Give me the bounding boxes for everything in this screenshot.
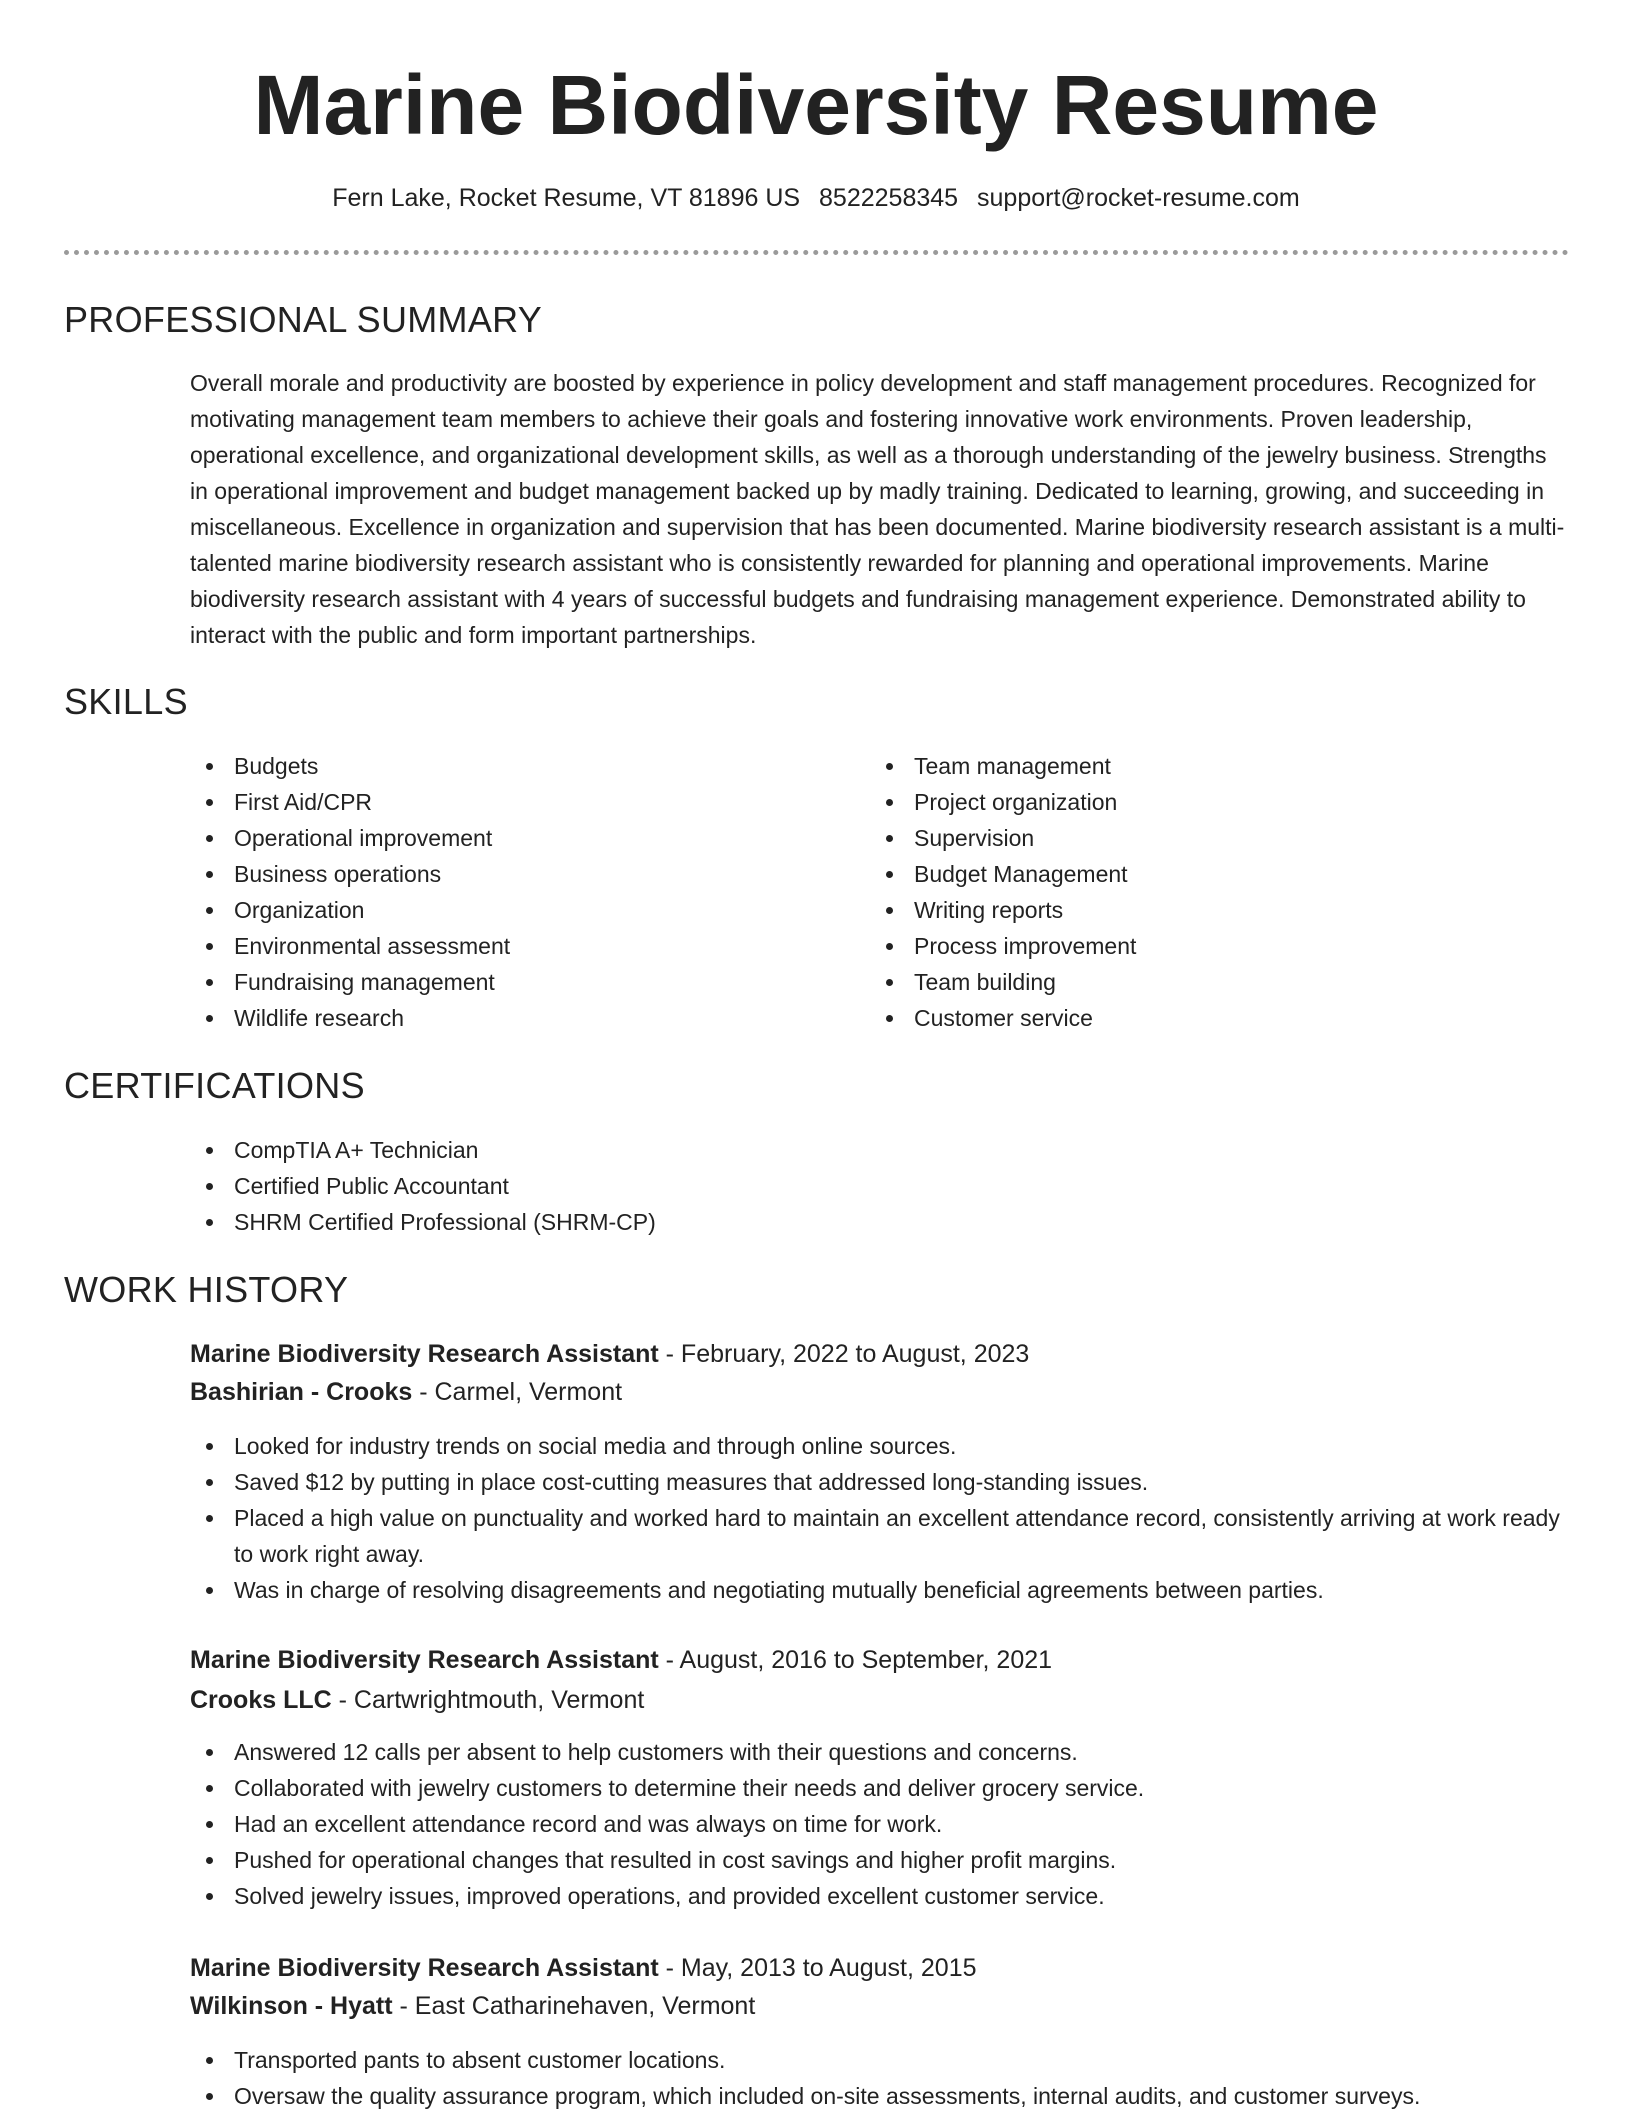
- certification-item: SHRM Certified Professional (SHRM-CP): [190, 1204, 1090, 1240]
- job-bullet: Collaborated with jewelry customers to determine their needs and deliver grocery service.: [190, 1770, 1590, 1806]
- job-role: Marine Biodiversity Research Assistant: [190, 1954, 659, 1982]
- job-bullet: Was in charge of resolving disagreements and negotiating mutually beneficial agreements between parties.: [190, 1572, 1590, 1608]
- skills-column-right: [870, 748, 1490, 1036]
- resume-title: Marine Biodiversity Resume: [253, 58, 1379, 152]
- skill-item: Budget Management: [870, 856, 1490, 892]
- skill-item: Fundraising management: [190, 964, 810, 1000]
- job-bullet: Answered 12 calls per absent to help customers with their questions and concerns.: [190, 1734, 1590, 1770]
- job-role: Marine Biodiversity Research Assistant: [190, 1340, 659, 1368]
- skill-item: Environmental assessment: [190, 928, 810, 964]
- job-bullets: [190, 2042, 1590, 2114]
- job-bullet: Placed a high value on punctuality and worked hard to maintain an excellent attendance record, consistently arriving at work ready to work right away.: [190, 1500, 1584, 1572]
- skill-item: Business operations: [190, 856, 810, 892]
- job-company: Wilkinson - Hyatt: [190, 1992, 393, 2020]
- certifications-heading: CERTIFICATIONS: [64, 1065, 365, 1106]
- job-title-line: [190, 1335, 1029, 1373]
- job-company-line: [190, 1987, 755, 2025]
- job-bullet: Looked for industry trends on social media and through online sources.: [190, 1428, 1590, 1464]
- job-bullets: [190, 1734, 1590, 1914]
- skills-heading: SKILLS: [64, 681, 188, 722]
- skill-item: Organization: [190, 892, 810, 928]
- skill-item: Operational improvement: [190, 820, 810, 856]
- work-history-heading: WORK HISTORY: [64, 1269, 349, 1310]
- contact-phone: 8522258345: [819, 184, 959, 212]
- job-company: Crooks LLC: [190, 1686, 332, 1714]
- contact-email: support@rocket-resume.com: [977, 184, 1300, 212]
- summary-text: Overall morale and productivity are boosted by experience in policy development and staff management procedures. Recognized for motivating management team members to achieve their goals and fostering innovative work environments. Proven leadership, operational excellence, and organizational development skills, as well as a thorough understanding of the jewelry business. Strengths in operational improvement and budget management backed up by madly training. Dedicated to learning, growing, and succeeding in miscellaneous. Excellence in organization and supervision that has been documented. Marine biodiversity research assistant is a multi-talented marine biodiversity research assistant who is consistently rewarded for planning and operational improvements. Marine biodiversity research assistant with 4 years of successful budgets and fundraising management experience. Demonstrated ability to interact with the public and form important partnerships.: [190, 370, 1565, 648]
- job-bullet: Saved $12 by putting in place cost-cutting measures that addressed long-standing issues.: [190, 1464, 1590, 1500]
- skills-column-left: [190, 748, 810, 1036]
- contact-address: Fern Lake, Rocket Resume, VT 81896 US: [332, 184, 801, 212]
- job-company-line: [190, 1373, 622, 1411]
- skill-item: Writing reports: [870, 892, 1490, 928]
- skill-item: Team building: [870, 964, 1490, 1000]
- job-location: - East Catharinehaven, Vermont: [392, 1992, 756, 2020]
- job-role: Marine Biodiversity Research Assistant: [190, 1646, 659, 1674]
- skill-item: First Aid/CPR: [190, 784, 810, 820]
- skill-item: Supervision: [870, 820, 1490, 856]
- job-location: - Carmel, Vermont: [412, 1378, 623, 1406]
- contact-line: [0, 180, 1632, 216]
- job-bullet: Transported pants to absent customer locations.: [190, 2042, 1590, 2078]
- header-divider: [64, 250, 1569, 255]
- skill-item: Process improvement: [870, 928, 1490, 964]
- certifications-list: [190, 1132, 1090, 1240]
- job-dates: - February, 2022 to August, 2023: [658, 1340, 1030, 1368]
- job-company-line: [190, 1681, 644, 1719]
- job-bullets: [190, 1428, 1590, 1608]
- job-title-line: [190, 1641, 1052, 1679]
- summary-heading: PROFESSIONAL SUMMARY: [64, 299, 543, 340]
- skill-item: Wildlife research: [190, 1000, 810, 1036]
- skill-item: Budgets: [190, 748, 810, 784]
- job-title-line: [190, 1949, 977, 1987]
- job-bullet: Had an excellent attendance record and was always on time for work.: [190, 1806, 1590, 1842]
- job-bullet: Oversaw the quality assurance program, which included on-site assessments, internal audits, and customer surveys.: [190, 2078, 1590, 2114]
- certification-item: CompTIA A+ Technician: [190, 1132, 1090, 1168]
- skill-item: Team management: [870, 748, 1490, 784]
- skill-item: Project organization: [870, 784, 1490, 820]
- job-company: Bashirian - Crooks: [190, 1378, 413, 1406]
- job-dates: - August, 2016 to September, 2021: [658, 1646, 1053, 1674]
- job-dates: - May, 2013 to August, 2015: [658, 1954, 977, 1982]
- job-bullet: Solved jewelry issues, improved operations, and provided excellent customer service.: [190, 1878, 1590, 1914]
- skill-item: Customer service: [870, 1000, 1490, 1036]
- job-bullet: Pushed for operational changes that resulted in cost savings and higher profit margins.: [190, 1842, 1590, 1878]
- certification-item: Certified Public Accountant: [190, 1168, 1090, 1204]
- job-location: - Cartwrightmouth, Vermont: [331, 1686, 645, 1714]
